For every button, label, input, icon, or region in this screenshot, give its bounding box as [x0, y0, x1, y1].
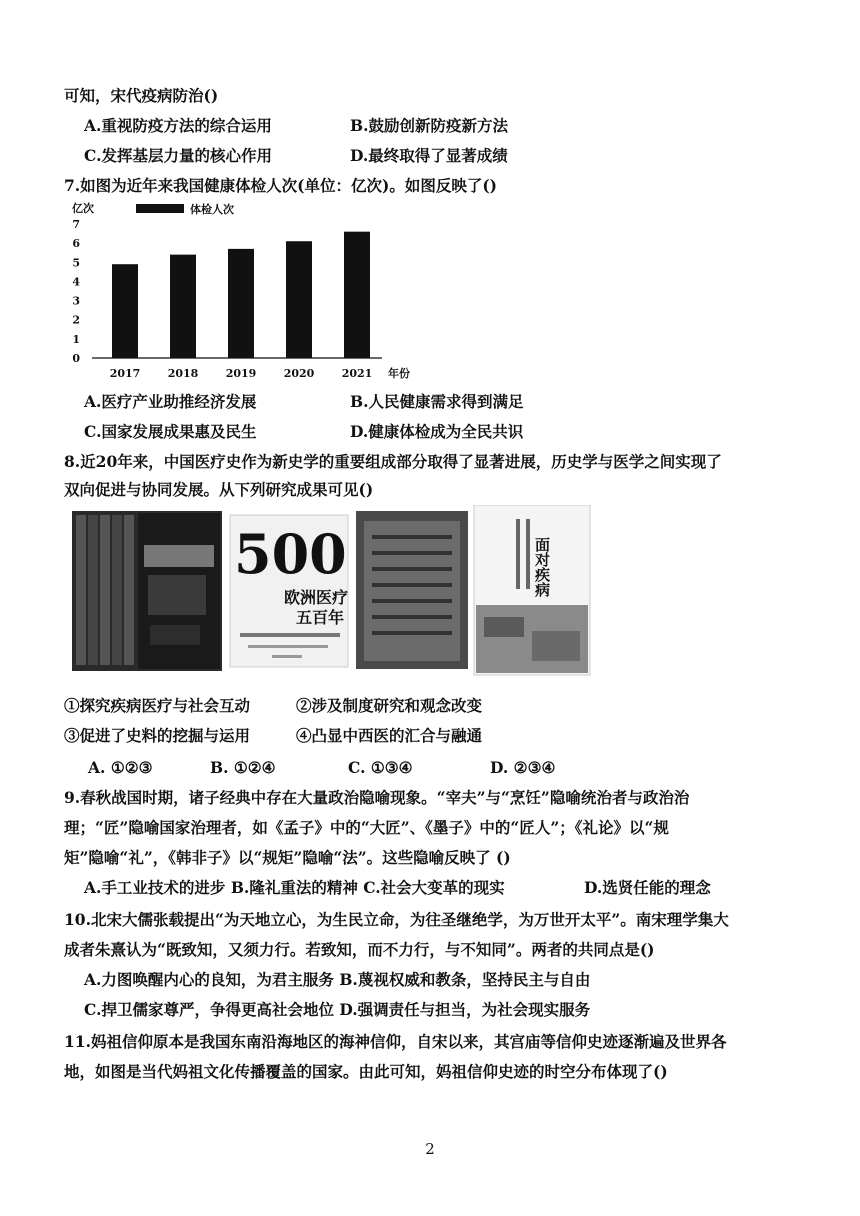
q8-option-a: A. ①②③ [88, 758, 153, 777]
q11-stem-line2: 地，如图是当代妈祖文化传播覆盖的国家。由此可知，妈祖信仰史迹的时空分布体现了() [64, 1062, 668, 1081]
q7-option-b: B.人民健康需求得到满足 [350, 392, 524, 411]
legend-label: 体检人次 [190, 203, 234, 216]
q7-stem: 7.如图为近年来我国健康体检人次(单位：亿次)。如图反映了() [64, 176, 498, 195]
q10-options-cd: C.捍卫儒家尊严，争得更高社会地位 D.强调责任与担当，为社会现实服务 [84, 1000, 591, 1019]
q8-option-b: B. ①②④ [210, 758, 276, 777]
q10-stem-line1: 10.北宋大儒张载提出“为天地立心，为生民立命，为往圣继绝学，为万世开太平”。南宋理学集大 [64, 910, 729, 929]
q9-stem-line1: 9.春秋战国时期，诸子经典中存在大量政治隐喻现象。“宰夫”与“烹饪”隐喻统治者与政治治 [64, 788, 690, 807]
q8-statement-2: ②涉及制度研究和观念改变 [296, 696, 483, 715]
q8-option-c: C. ①③④ [348, 758, 413, 777]
x-tick-label: 2020 [283, 367, 315, 380]
chart-ylabel: 亿次 [72, 202, 94, 215]
page-number: 2 [425, 1140, 435, 1158]
bar-2021 [344, 232, 370, 358]
y-tick-label: 6 [72, 237, 80, 251]
q8-stem-line2: 双向促进与协同发展。从下列研究成果可见() [64, 480, 374, 499]
x-tick-label: 2021 [341, 367, 373, 380]
q8-statement-4: ④凸显中西医的汇合与融通 [296, 726, 483, 745]
book-cover-1 [72, 511, 222, 671]
x-tick-label: 2017 [109, 367, 141, 380]
svg-text:五百年: 五百年 [296, 608, 345, 627]
y-ticks [72, 218, 80, 365]
y-tick-label: 0 [72, 352, 80, 365]
q6-option-d: D.最终取得了显著成绩 [350, 146, 508, 165]
q11-stem-line1: 11.妈祖信仰原本是我国东南沿海地区的海神信仰，自宋以来，其宫庙等信仰史迹逐渐遍及世界各 [64, 1032, 727, 1051]
legend-swatch [136, 204, 184, 213]
q7-option-c: C.国家发展成果惠及民生 [84, 422, 257, 441]
health-checkup-bar-chart [62, 198, 482, 388]
q8-stem-line1: 8.近20年来，中国医疗史作为新史学的重要组成部分取得了显著进展，历史学与医学之间实现了 [64, 452, 722, 471]
research-results-figure [72, 505, 592, 677]
q9-options-abc: A.手工业技术的进步 B.隆礼重法的精神 C.社会大变革的现实 [84, 878, 505, 897]
q9-stem-line2: 理；“匠”隐喻国家治理者，如《孟子》中的“大匠”、《墨子》中的“匠人”；《礼论》以“规 [64, 818, 669, 837]
q8-statement-3: ③促进了史料的挖掘与运用 [64, 726, 251, 745]
bar-2017 [112, 264, 138, 358]
chart-xlabel: 年份 [388, 367, 410, 380]
q10-options-ab: A.力图唤醒内心的良知，为君主服务 B.蔑视权威和教条，坚持民主与自由 [84, 970, 591, 989]
x-tick-label: 2019 [225, 367, 257, 380]
q6-option-b: B.鼓励创新防疫新方法 [350, 116, 508, 135]
q10-stem-line2: 成者朱熹认为“既致知，又须力行。若致知，而不力行，与不知同”。两者的共同点是() [64, 940, 655, 959]
y-tick-label: 7 [72, 218, 80, 231]
y-tick-label: 3 [72, 294, 80, 308]
y-tick-label: 1 [72, 332, 80, 346]
q6-tail: 可知，宋代疫病防治() [64, 86, 219, 105]
y-tick-label: 4 [72, 275, 80, 289]
x-tick-label: 2018 [167, 367, 199, 380]
book-cover-3 [356, 511, 468, 669]
y-tick-label: 2 [72, 313, 80, 327]
svg-text:500: 500 [234, 522, 347, 586]
bars [112, 232, 370, 358]
q6-option-c: C.发挥基层力量的核心作用 [84, 146, 272, 165]
svg-text:面对疾病: 面对疾病 [533, 537, 551, 597]
bar-2020 [286, 241, 312, 358]
book-cover-2 [230, 515, 348, 667]
q9-stem-line3: 矩”隐喻“礼”，《韩非子》以“规矩”隐喻“法”。这些隐喻反映了 () [64, 848, 511, 867]
q7-option-d: D.健康体检成为全民共识 [350, 422, 524, 441]
q6-option-a: A.重视防疫方法的综合运用 [84, 116, 272, 135]
book-cover-4 [474, 505, 590, 675]
q9-option-d: D.选贤任能的理念 [584, 878, 711, 897]
q8-option-d: D. ②③④ [490, 758, 556, 777]
q7-option-a: A.医疗产业助推经济发展 [84, 392, 257, 411]
y-tick-label: 5 [72, 256, 80, 270]
q8-statement-1: ①探究疾病医疗与社会互动 [64, 696, 251, 715]
bar-2019 [228, 249, 254, 358]
svg-text:欧洲医疗: 欧洲医疗 [284, 588, 349, 607]
book-covers-image [72, 505, 592, 677]
bar-2018 [170, 255, 196, 358]
x-ticks [110, 367, 373, 380]
